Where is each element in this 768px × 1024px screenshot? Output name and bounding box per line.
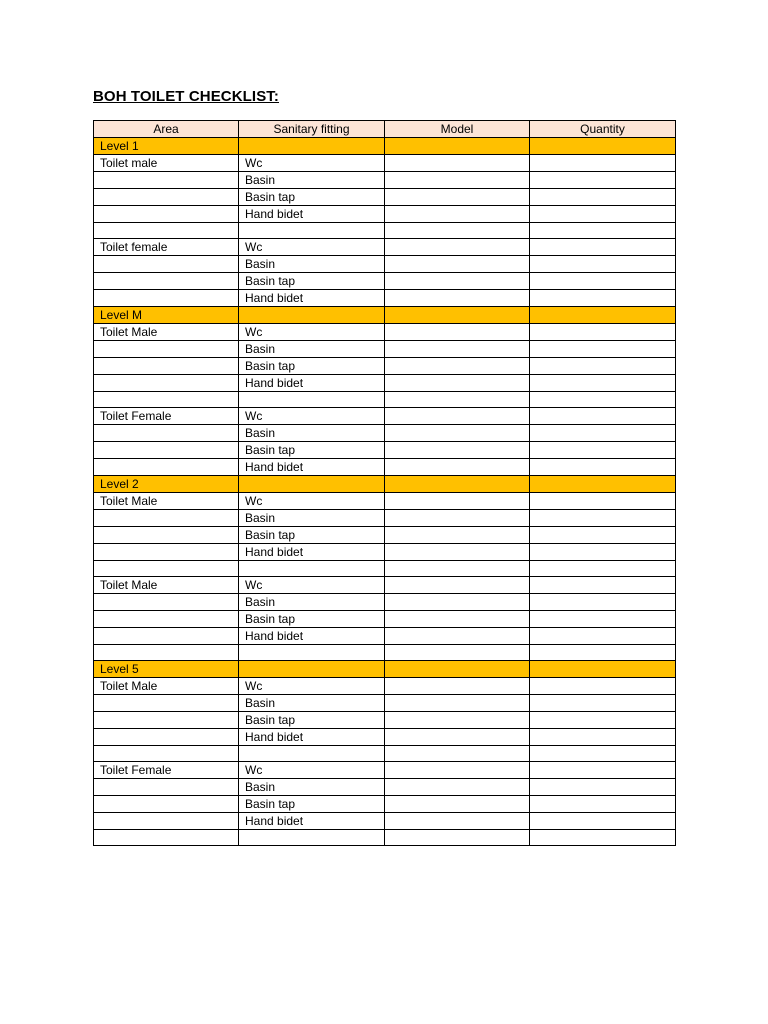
sanitary-fitting-cell — [239, 830, 385, 846]
area-cell — [94, 256, 239, 273]
area-cell — [94, 510, 239, 527]
model-cell — [385, 645, 530, 661]
model-cell — [385, 459, 530, 476]
quantity-cell — [530, 172, 676, 189]
sanitary-fitting-cell: Hand bidet — [239, 375, 385, 392]
quantity-cell — [530, 442, 676, 459]
table-header — [94, 121, 676, 138]
quantity-cell — [530, 729, 676, 746]
area-cell — [94, 796, 239, 813]
sanitary-fitting-cell: Basin tap — [239, 796, 385, 813]
model-cell — [385, 527, 530, 544]
sanitary-fitting-cell: Wc — [239, 678, 385, 695]
model-cell — [385, 493, 530, 510]
table-row — [94, 358, 676, 375]
quantity-cell — [530, 375, 676, 392]
sanitary-fitting-cell: Hand bidet — [239, 206, 385, 223]
quantity-cell — [530, 527, 676, 544]
level-row — [94, 661, 676, 678]
sanitary-fitting-cell — [239, 746, 385, 762]
model-cell — [385, 375, 530, 392]
area-cell: Toilet male — [94, 155, 239, 172]
quantity-cell — [530, 155, 676, 172]
model-cell — [385, 762, 530, 779]
model-cell — [385, 392, 530, 408]
header-sanitary-fitting: Sanitary fitting — [239, 121, 385, 138]
table-row — [94, 290, 676, 307]
sanitary-fitting-cell — [239, 223, 385, 239]
quantity-cell — [530, 138, 676, 155]
header-quantity: Quantity — [530, 121, 676, 138]
quantity-cell — [530, 189, 676, 206]
quantity-cell — [530, 813, 676, 830]
area-cell — [94, 746, 239, 762]
table-row — [94, 189, 676, 206]
header-model: Model — [385, 121, 530, 138]
area-cell — [94, 561, 239, 577]
table-row — [94, 425, 676, 442]
blank-row — [94, 223, 676, 239]
table-row — [94, 459, 676, 476]
model-cell — [385, 341, 530, 358]
blank-row — [94, 746, 676, 762]
area-cell — [94, 273, 239, 290]
table-row — [94, 375, 676, 392]
model-cell — [385, 358, 530, 375]
sanitary-fitting-cell: Wc — [239, 155, 385, 172]
table-row — [94, 712, 676, 729]
table-row — [94, 239, 676, 256]
model-cell — [385, 813, 530, 830]
model-cell — [385, 324, 530, 341]
table-row — [94, 678, 676, 695]
area-cell: Toilet Female — [94, 762, 239, 779]
table-body — [94, 138, 676, 846]
table-row — [94, 762, 676, 779]
table-row — [94, 442, 676, 459]
area-cell — [94, 729, 239, 746]
model-cell — [385, 155, 530, 172]
sanitary-fitting-cell: Wc — [239, 762, 385, 779]
quantity-cell — [530, 256, 676, 273]
area-cell: Toilet Male — [94, 493, 239, 510]
sanitary-fitting-cell: Hand bidet — [239, 544, 385, 561]
model-cell — [385, 510, 530, 527]
sanitary-fitting-cell: Basin — [239, 594, 385, 611]
model-cell — [385, 544, 530, 561]
model-cell — [385, 830, 530, 846]
table-row — [94, 779, 676, 796]
quantity-cell — [530, 645, 676, 661]
quantity-cell — [530, 223, 676, 239]
model-cell — [385, 678, 530, 695]
table-row — [94, 729, 676, 746]
model-cell — [385, 611, 530, 628]
quantity-cell — [530, 695, 676, 712]
sanitary-fitting-cell: Wc — [239, 408, 385, 425]
sanitary-fitting-cell: Basin — [239, 256, 385, 273]
blank-row — [94, 392, 676, 408]
area-cell — [94, 223, 239, 239]
area-cell — [94, 611, 239, 628]
model-cell — [385, 561, 530, 577]
level-row — [94, 138, 676, 155]
quantity-cell — [530, 746, 676, 762]
sanitary-fitting-cell: Basin — [239, 695, 385, 712]
area-cell — [94, 206, 239, 223]
quantity-cell — [530, 510, 676, 527]
table-row — [94, 493, 676, 510]
sanitary-fitting-cell: Hand bidet — [239, 628, 385, 645]
quantity-cell — [530, 476, 676, 493]
sanitary-fitting-cell — [239, 392, 385, 408]
area-cell — [94, 172, 239, 189]
model-cell — [385, 256, 530, 273]
area-cell: Toilet Male — [94, 577, 239, 594]
sanitary-fitting-cell: Basin tap — [239, 189, 385, 206]
model-cell — [385, 408, 530, 425]
quantity-cell — [530, 611, 676, 628]
area-cell — [94, 544, 239, 561]
model-cell — [385, 476, 530, 493]
model-cell — [385, 138, 530, 155]
quantity-cell — [530, 290, 676, 307]
table-row — [94, 273, 676, 290]
blank-row — [94, 830, 676, 846]
quantity-cell — [530, 779, 676, 796]
sanitary-fitting-cell: Basin tap — [239, 611, 385, 628]
model-cell — [385, 442, 530, 459]
sanitary-fitting-cell — [239, 661, 385, 678]
model-cell — [385, 189, 530, 206]
sanitary-fitting-cell: Hand bidet — [239, 813, 385, 830]
quantity-cell — [530, 830, 676, 846]
model-cell — [385, 628, 530, 645]
sanitary-fitting-cell: Basin tap — [239, 527, 385, 544]
table-row — [94, 510, 676, 527]
sanitary-fitting-cell: Wc — [239, 239, 385, 256]
blank-row — [94, 561, 676, 577]
area-cell — [94, 290, 239, 307]
sanitary-fitting-cell: Basin tap — [239, 358, 385, 375]
table-row — [94, 155, 676, 172]
area-cell — [94, 425, 239, 442]
sanitary-fitting-cell: Basin tap — [239, 273, 385, 290]
quantity-cell — [530, 712, 676, 729]
model-cell — [385, 273, 530, 290]
table-row — [94, 611, 676, 628]
model-cell — [385, 577, 530, 594]
quantity-cell — [530, 762, 676, 779]
area-cell — [94, 189, 239, 206]
model-cell — [385, 746, 530, 762]
area-cell — [94, 645, 239, 661]
table-row — [94, 695, 676, 712]
quantity-cell — [530, 408, 676, 425]
table-row — [94, 408, 676, 425]
sanitary-fitting-cell: Basin — [239, 510, 385, 527]
level-row — [94, 307, 676, 324]
model-cell — [385, 425, 530, 442]
model-cell — [385, 779, 530, 796]
model-cell — [385, 239, 530, 256]
area-cell — [94, 358, 239, 375]
sanitary-fitting-cell: Wc — [239, 577, 385, 594]
sanitary-fitting-cell — [239, 645, 385, 661]
sanitary-fitting-cell: Wc — [239, 324, 385, 341]
area-cell: Toilet Female — [94, 408, 239, 425]
quantity-cell — [530, 561, 676, 577]
quantity-cell — [530, 661, 676, 678]
model-cell — [385, 307, 530, 324]
area-cell: Level 1 — [94, 138, 239, 155]
sanitary-fitting-cell: Basin — [239, 779, 385, 796]
quantity-cell — [530, 307, 676, 324]
quantity-cell — [530, 341, 676, 358]
quantity-cell — [530, 459, 676, 476]
area-cell — [94, 830, 239, 846]
quantity-cell — [530, 544, 676, 561]
sanitary-fitting-cell — [239, 476, 385, 493]
area-cell — [94, 375, 239, 392]
model-cell — [385, 223, 530, 239]
sanitary-fitting-cell: Basin — [239, 425, 385, 442]
sanitary-fitting-cell: Basin — [239, 341, 385, 358]
sanitary-fitting-cell: Hand bidet — [239, 729, 385, 746]
area-cell — [94, 392, 239, 408]
model-cell — [385, 206, 530, 223]
area-cell — [94, 695, 239, 712]
sanitary-fitting-cell: Hand bidet — [239, 459, 385, 476]
quantity-cell — [530, 678, 676, 695]
table-row — [94, 628, 676, 645]
table-row — [94, 324, 676, 341]
table-row — [94, 544, 676, 561]
model-cell — [385, 796, 530, 813]
level-row — [94, 476, 676, 493]
area-cell — [94, 628, 239, 645]
area-cell — [94, 442, 239, 459]
area-cell: Toilet female — [94, 239, 239, 256]
sanitary-fitting-cell: Wc — [239, 493, 385, 510]
table-row — [94, 172, 676, 189]
quantity-cell — [530, 577, 676, 594]
table-row — [94, 206, 676, 223]
area-cell — [94, 813, 239, 830]
area-cell — [94, 779, 239, 796]
quantity-cell — [530, 324, 676, 341]
sanitary-fitting-cell: Basin — [239, 172, 385, 189]
area-cell: Level 5 — [94, 661, 239, 678]
area-cell — [94, 527, 239, 544]
model-cell — [385, 594, 530, 611]
area-cell — [94, 459, 239, 476]
sanitary-fitting-cell: Hand bidet — [239, 290, 385, 307]
area-cell — [94, 712, 239, 729]
model-cell — [385, 290, 530, 307]
table-row — [94, 796, 676, 813]
area-cell: Toilet Male — [94, 678, 239, 695]
quantity-cell — [530, 206, 676, 223]
quantity-cell — [530, 425, 676, 442]
header-area: Area — [94, 121, 239, 138]
quantity-cell — [530, 239, 676, 256]
sanitary-fitting-cell — [239, 561, 385, 577]
quantity-cell — [530, 358, 676, 375]
quantity-cell — [530, 273, 676, 290]
model-cell — [385, 695, 530, 712]
area-cell — [94, 594, 239, 611]
quantity-cell — [530, 796, 676, 813]
table-row — [94, 256, 676, 273]
sanitary-fitting-cell — [239, 138, 385, 155]
quantity-cell — [530, 628, 676, 645]
header-row — [94, 121, 676, 138]
model-cell — [385, 729, 530, 746]
table-row — [94, 341, 676, 358]
blank-row — [94, 645, 676, 661]
table-row — [94, 813, 676, 830]
quantity-cell — [530, 594, 676, 611]
area-cell: Level 2 — [94, 476, 239, 493]
quantity-cell — [530, 493, 676, 510]
table-row — [94, 577, 676, 594]
sanitary-fitting-cell — [239, 307, 385, 324]
area-cell: Level M — [94, 307, 239, 324]
area-cell: Toilet Male — [94, 324, 239, 341]
quantity-cell — [530, 392, 676, 408]
table-row — [94, 527, 676, 544]
model-cell — [385, 712, 530, 729]
sanitary-fitting-cell: Basin tap — [239, 442, 385, 459]
area-cell — [94, 341, 239, 358]
document-title: BOH TOILET CHECKLIST: — [93, 88, 279, 105]
model-cell — [385, 172, 530, 189]
checklist-table — [93, 120, 676, 846]
table-row — [94, 594, 676, 611]
model-cell — [385, 661, 530, 678]
sanitary-fitting-cell: Basin tap — [239, 712, 385, 729]
